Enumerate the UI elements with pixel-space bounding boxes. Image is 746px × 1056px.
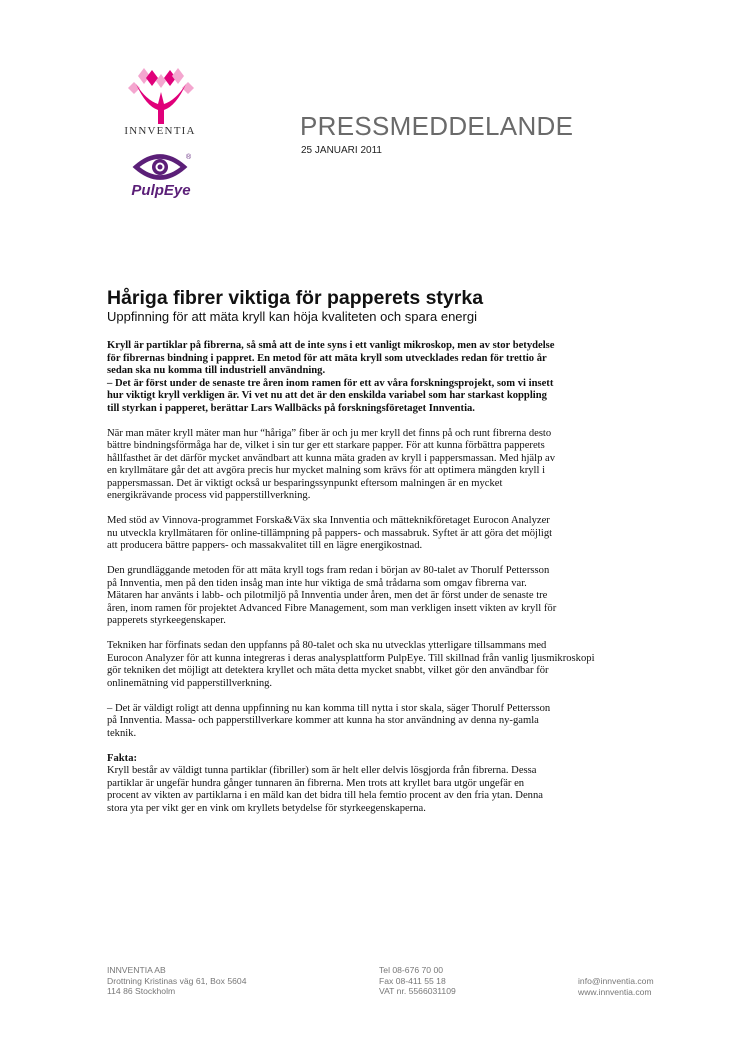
paragraph-line: teknik. — [107, 727, 137, 739]
eye-icon — [136, 157, 184, 178]
paragraph-line: När man mäter kryll mäter man hur “håriga” fiber är och ju mer kryll det finns på och runt fibrerna desto — [107, 427, 552, 439]
lead-line: Kryll är partiklar på fibrerna, så små att de inte syns i ett vanligt mikroskop, men av stor betydelse — [107, 340, 555, 351]
body-paragraph — [107, 428, 667, 503]
footer-street: Drottning Kristinas väg 61, Box 5604 — [107, 975, 247, 986]
body-paragraph — [107, 515, 667, 553]
fakta-line: procent av vikten av partiklarna i en mäld kan det bidra till hela femtio procent av den fria ytan. Denna — [107, 790, 543, 801]
footer-address — [107, 965, 247, 997]
paragraph-line: Mätaren har använts i labb- och pilotmiljö på Innventia under åren, men det är först under de senaste tre — [107, 590, 548, 601]
footer-company: INNVENTIA AB — [107, 965, 166, 975]
paragraph-line: energikrävande process vid papperstillverkning. — [107, 490, 311, 501]
paragraph-line: bättre bindningsförmåga har de, vilket i sin tur ger ett starkare papper. För att kunna förbättra papperets — [107, 440, 545, 451]
paragraph-line: på Innventia, men på den tiden insåg man inte hur viktiga de små trådarna som omgav fibrerna var. — [107, 577, 527, 589]
paragraph-line: gör tekniken det möjligt att detektera kryllet och mäta detta mycket snabbt, vilket gör den användbar för — [107, 665, 549, 676]
paragraph-line: Tekniken har förfinats sedan den uppfanns på 80-talet och ska nu utvecklas ytterligare tillsammans med — [107, 640, 547, 651]
lead-line: sedan ska nu komma till industriell användning. — [107, 365, 326, 376]
paragraph-line: hållfasthet är det därför mycket användbart att kunna mäta graden av kryll i pappersmassan. Med hjälp av — [107, 452, 556, 464]
article-body — [107, 340, 667, 828]
article-headline: Håriga fibrer viktiga för papperets styrka — [107, 287, 484, 309]
paragraph-line: åren, inom ramen för projektet Advanced Fibre Management, som man verkligen insett vikten av kryll för — [107, 602, 557, 614]
paragraph-line: att producera bättre pappers- och massakvalitet till en lägre energikostnad. — [107, 540, 423, 551]
body-paragraph — [107, 640, 667, 690]
innventia-wordmark: INNVENTIA — [124, 125, 196, 137]
footer-city: 114 86 Stockholm — [107, 986, 176, 996]
fakta-line: Kryll består av väldigt tunna partiklar (fibriller) som är helt eller delvis lösgjorda från fibrerna. Dessa — [107, 765, 537, 776]
fakta-section — [107, 753, 667, 816]
paragraph-line: på Innventia. Massa- och papperstillverkare kommer att kunna ha stor användning av denna ny-gamla — [107, 715, 539, 726]
paragraph-line: onlinemätning vid papperstillverkning. — [107, 677, 273, 689]
paragraph-line: Den grundläggande metoden för att mäta kryll togs fram redan i början av 80-talet av Thorulf Pettersson — [107, 565, 550, 576]
footer-contact — [379, 965, 456, 997]
paragraph-line: en kryllmätare går det att avgöra precis hur mycket malning som krävs för att optimera mängden kryll i — [107, 465, 546, 476]
fakta-line: partiklar är ungefär hundra gånger tunnaren än fibrerna. Men trots att kryllet bara utgör ungefär en — [107, 777, 525, 789]
footer-fax: Fax 08-411 55 18 — [379, 975, 446, 986]
footer-vat: VAT nr. 5566031109 — [379, 986, 456, 996]
lead-line: – Det är först under de senaste tre åren inom ramen för ett av våra forskningsprojekt, som vi insett — [107, 377, 554, 389]
fakta-line: stora yta per vikt ger en vink om kryllets betydelse för styrkeegenskaperna. — [107, 802, 426, 814]
fakta-heading: Fakta: — [107, 752, 138, 764]
innventia-tree-icon — [128, 68, 194, 124]
paragraph-line: nu utveckla kryllmätaren för online-tillämpning på pappers- och massabruk. Syftet är att göra det möjligt — [107, 527, 553, 539]
article-subheadline: Uppfinning för att mäta kryll kan höja kvaliteten och spara energi — [107, 309, 477, 324]
lead-line: för fibrernas bindning i pappret. En metod för att mäta kryll som utvecklades redan för trettio år — [107, 352, 547, 364]
lead-paragraph — [107, 340, 667, 415]
paragraph-line: Med stöd av Vinnova-programmet Forska&Väx ska Innventia och mätteknikföretaget Eurocon Analyzer — [107, 515, 550, 526]
footer-website-link[interactable]: www.innventia.com — [578, 986, 652, 997]
footer-email-link[interactable]: info@innventia.com — [578, 976, 654, 986]
body-paragraph — [107, 703, 667, 741]
footer-phone: Tel 08-676 70 00 — [379, 965, 444, 975]
footer-web — [578, 976, 654, 997]
registered-mark: ® — [186, 154, 192, 161]
paragraph-line: – Det är väldigt roligt att denna uppfinning nu kan komma till nytta i stor skala, säger Thorulf Pettersson — [107, 702, 551, 714]
paragraph-line: pappersmassan. Det är viktigt också ur besparingssynpunkt eftersom malningen är en mycket — [107, 477, 503, 489]
press-release-date: 25 JANUARI 2011 — [301, 145, 382, 156]
lead-line: till styrkan i papperet, berättar Lars Wallbäcks på forskningsföretaget Innventia. — [107, 402, 475, 414]
body-paragraph — [107, 565, 667, 628]
pulpeye-wordmark: PulpEye — [131, 182, 191, 199]
press-release-title: PRESSMEDDELANDE — [300, 111, 574, 141]
paragraph-line: Eurocon Analyzer för att kunna integreras i deras analysplattform PulpEye. Till skillnad från vanlig ljusmikroskopi — [107, 652, 595, 664]
lead-line: hur viktigt kryll verkligen är. Vi vet nu att det är den enskilda variabel som har starkast koppling — [107, 390, 547, 401]
paragraph-line: papperets styrkeegenskaper. — [107, 615, 226, 626]
